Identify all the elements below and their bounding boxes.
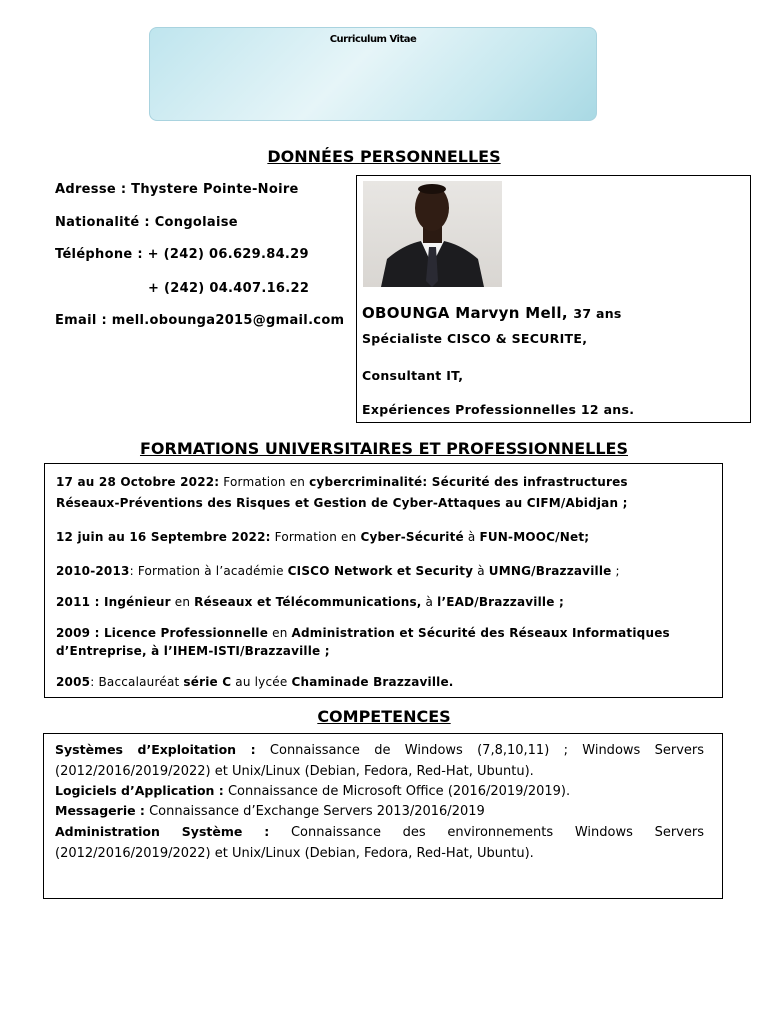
- address-line: Adresse : Thystere Pointe-Noire: [55, 182, 299, 197]
- competences-heading: COMPETENCES: [317, 707, 451, 726]
- nationality-value: Congolaise: [154, 215, 238, 230]
- competences-box: [43, 733, 723, 899]
- formation-item-cont: Réseaux-Préventions des Risques et Gestion de Cyber-Attaques au CIFM/Abidjan ;: [56, 496, 628, 510]
- competence-item: Messagerie : Connaissance d’Exchange Servers 2013/2016/2019: [55, 803, 485, 819]
- address-value: Thystere Pointe-Noire: [131, 182, 299, 197]
- profile-name-line: OBOUNGA Marvyn Mell, 37 ans: [362, 304, 622, 322]
- formation-item: 17 au 28 Octobre 2022: Formation en cybercriminalité: Sécurité des infrastructures: [56, 475, 628, 489]
- profile-age: 37 ans: [573, 306, 622, 321]
- phone-label: Téléphone: [55, 247, 133, 262]
- profile-title-1: Spécialiste CISCO & SECURITE,: [362, 331, 588, 346]
- competence-item: Administration Système : Connaissance des environnements Windows Servers (2012/2016/2019/2022) et Unix/Linux (Debian, Fedora, Red-Hat, Ubuntu).: [55, 824, 704, 861]
- profile-name: OBOUNGA Marvyn Mell: [362, 304, 562, 322]
- phone-line: Téléphone : + (242) 06.629.84.29: [55, 247, 309, 262]
- banner-title: Curriculum Vitae: [329, 34, 417, 45]
- competence-item: Logiciels d’Application : Connaissance de Microsoft Office (2016/2019/2019).: [55, 783, 571, 799]
- phone-value-2: + (242) 04.407.16.22: [148, 281, 310, 296]
- header-banner: [149, 27, 597, 121]
- address-label: Adresse: [55, 182, 116, 197]
- phone-line-2: [148, 281, 309, 296]
- email-label: Email: [55, 313, 97, 328]
- competence-item: Systèmes d’Exploitation : Connaissance de Windows (7,8,10,11) ; Windows Servers (2012/2016/2019/2022) et Unix/Linux (Debian, Fedora, Red-Hat, Ubuntu).: [55, 742, 705, 779]
- nationality-line: Nationalité : Congolaise: [55, 215, 238, 230]
- phone-value-1: + (242) 06.629.84.29: [147, 247, 309, 262]
- personal-heading: DONNÉES PERSONNELLES: [267, 147, 501, 166]
- formation-item: 2011 : Ingénieur en Réseaux et Télécommunications, à l’EAD/Brazzaville ;: [56, 595, 564, 609]
- formation-item: 2010-2013: Formation à l’académie CISCO Network et Security à UMNG/Brazzaville ;: [56, 564, 620, 578]
- formation-item-cont: d’Entreprise, à l’IHEM-ISTI/Brazzaville ;: [56, 644, 330, 658]
- formation-item: 12 juin au 16 Septembre 2022: Formation en Cyber-Sécurité à FUN-MOOC/Net;: [56, 530, 590, 544]
- nationality-label: Nationalité: [55, 215, 140, 230]
- formation-item: 2009 : Licence Professionnelle en Administration et Sécurité des Réseaux Informatiques: [56, 626, 670, 640]
- profile-box: [356, 175, 751, 423]
- profile-photo: [363, 181, 502, 287]
- profile-title-3: Expériences Professionnelles 12 ans.: [362, 402, 635, 417]
- email-line: Email : mell.obounga2015@gmail.com: [55, 313, 345, 328]
- formations-heading: FORMATIONS UNIVERSITAIRES ET PROFESSIONNELLES: [139, 439, 629, 458]
- email-value[interactable]: mell.obounga2015@gmail.com: [111, 313, 345, 328]
- profile-title-2: Consultant IT,: [362, 368, 464, 383]
- formations-box: [44, 463, 723, 698]
- formation-item: 2005: Baccalauréat série C au lycée Chaminade Brazzaville.: [56, 675, 454, 689]
